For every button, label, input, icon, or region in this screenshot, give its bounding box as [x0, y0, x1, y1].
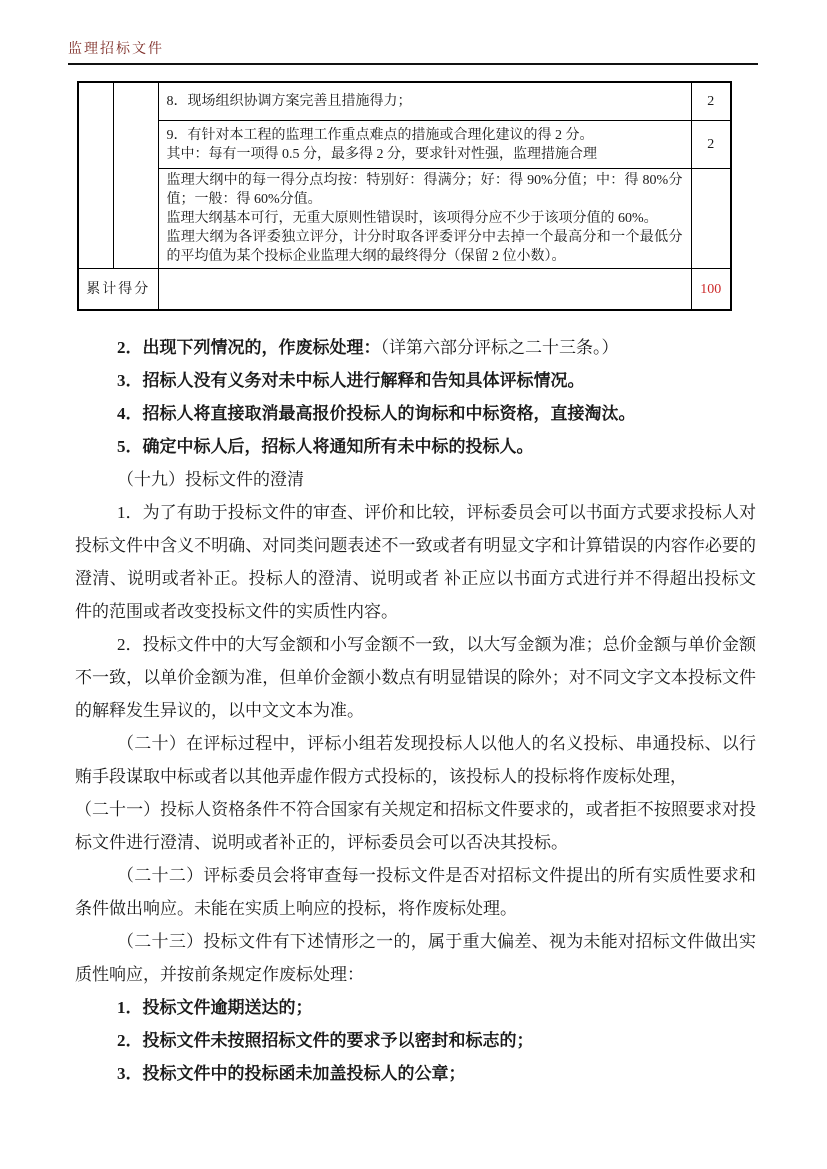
- clause-item-5: 5．确定中标人后，招标人将通知所有未中标的投标人。: [117, 437, 534, 456]
- evaluation-score-table: [77, 81, 732, 311]
- criterion-cell: 8．现场组织协调方案完善且措施得力；: [158, 82, 691, 121]
- criterion-cell: [158, 121, 691, 169]
- category-cell-empty-1: [78, 82, 113, 269]
- table-row: [78, 121, 731, 169]
- section-19-paragraph-2: 2．投标文件中的大写金额和小写金额不一致，以大写金额为准；总价金额与单价金额不一致，以单价金额为准，但单价金额小数点有明显错误的除外；对不同文字文本投标文件的解释发生异议的，以中文文本为准。: [75, 635, 756, 720]
- section-23-paragraph: （二十三）投标文件有下述情形之一的，属于重大偏差、视为未能对招标文件做出实质性响应，并按前条规定作废标处理：: [75, 932, 756, 984]
- criterion-line: 监理大纲为各评委独立评分，计分时取各评委评分中去掉一个最高分和一个最低分的平均值为某个投标企业监理大纲的最终得分（保留 2 位小数）。: [166, 230, 683, 264]
- section-20-paragraph: （二十）在评标过程中，评标小组若发现投标人以他人的名义投标、串通投标、以行贿手段谋取中标或者以其他弄虚作假方式投标的，该投标人的投标将作废标处理，: [75, 734, 756, 786]
- clause-item-4: 4．招标人将直接取消最高报价投标人的询标和中标资格，直接淘汰。: [117, 404, 636, 423]
- criterion-line: 监理大纲基本可行，无重大原则性错误时，该项得分应不少于该项分值的 60%。: [166, 211, 658, 226]
- clause-item-2: [75, 331, 756, 364]
- score-cell-empty: [691, 169, 731, 269]
- section-22-paragraph: （二十二）评标委员会将审查每一投标文件是否对招标文件提出的所有实质性要求和条件做出响应。未能在实质上响应的投标，将作废标处理。: [75, 866, 756, 918]
- total-blank-cell: [158, 269, 691, 311]
- criterion-line: 监理大纲中的每一得分点均按：特别好：得满分；好：得 90%分值；中：得 80%分值；一般：得 60%分值。: [166, 173, 683, 207]
- invalid-bid-item-1: 1．投标文件逾期送达的；: [117, 998, 313, 1017]
- section-21-paragraph: （二十一）投标人资格条件不符合国家有关规定和招标文件要求的，或者拒不按照要求对投标文件进行澄清、说明或者补正的，评标委员会可以否决其投标。: [75, 800, 756, 852]
- total-score-cell: 100: [691, 269, 731, 311]
- header-title: 监理招标文件: [68, 42, 164, 57]
- page-header: [68, 38, 758, 65]
- invalid-bid-item-3: 3．投标文件中的投标函未加盖投标人的公章；: [117, 1064, 466, 1083]
- score-cell: 2: [691, 82, 731, 121]
- clause-item-2-note: （详第六部分评标之二十三条。）: [380, 338, 619, 357]
- section-19-paragraph-1: 1．为了有助于投标文件的审查、评价和比较，评标委员会可以书面方式要求投标人对投标文件中含义不明确、对同类问题表述不一致或者有明显文字和计算错误的内容作必要的澄清、说明或者补正。投标人的澄清、说明或者 补正应以书面方式进行并不得超出投标文件的范围或者改变投标文件的实质性内容。: [75, 503, 756, 621]
- criterion-line: 其中：每有一项得 0.5 分，最多得 2 分，要求针对性强，监理措施合理: [166, 146, 597, 162]
- document-body: [75, 331, 756, 1090]
- invalid-bid-item-2: 2．投标文件未按照招标文件的要求予以密封和标志的；: [117, 1031, 534, 1050]
- clause-item-3: 3．招标人没有义务对未中标人进行解释和告知具体评标情况。: [117, 371, 585, 390]
- total-row: [78, 269, 731, 311]
- table-row: [78, 169, 731, 269]
- table-row: [78, 82, 731, 121]
- clause-item-2-bold: 2．出现下列情况的，作废标处理：: [117, 338, 381, 357]
- criterion-cell: [158, 169, 691, 269]
- score-cell: 2: [691, 121, 731, 169]
- total-label-cell: 累计得分: [78, 269, 158, 311]
- section-19-heading: （十九）投标文件的澄清: [117, 470, 304, 489]
- criterion-line: 9．有针对本工程的监理工作重点难点的措施或合理化建议的得 2 分。: [166, 127, 594, 143]
- category-cell-empty-2: [113, 82, 158, 269]
